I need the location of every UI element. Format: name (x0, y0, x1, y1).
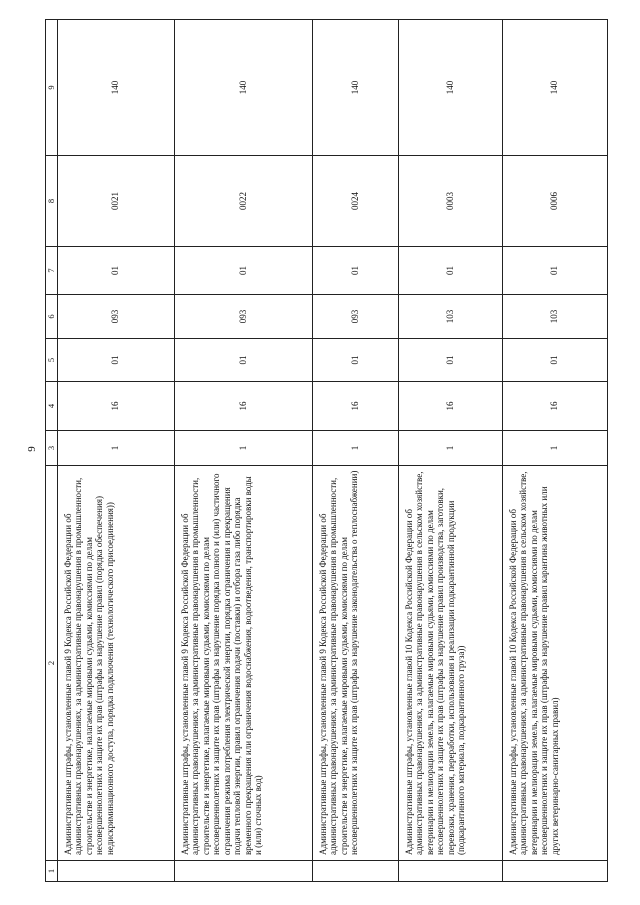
code-cell: 1 (502, 431, 607, 466)
code-cell: 16 (57, 382, 174, 431)
code-cell: 16 (398, 382, 502, 431)
column-header: 8 (46, 156, 58, 247)
code-cell: 140 (174, 20, 312, 156)
code-cell: 16 (502, 382, 607, 431)
code-cell: 140 (398, 20, 502, 156)
rotated-document-page (24, 20, 612, 882)
code-cell: 093 (312, 295, 398, 339)
description-cell: Административные штрафы, установленные главой 10 Кодекса Российской Федерации об административных правонарушениях, за административные правонарушения в сельском хозяйстве, ветеринарии и мелиорации земель, налагаемые мировыми судьями, комиссиями по делам несовершеннолетних и защите их прав (штрафы за нарушение правил карантина животных или других ветеринарно-санитарных правил) (502, 466, 607, 861)
code-cell: 01 (312, 339, 398, 382)
code-cell: 01 (174, 339, 312, 382)
code-cell: 01 (398, 339, 502, 382)
code-cell: 103 (502, 295, 607, 339)
code-cell: 0006 (502, 156, 607, 247)
code-cell: 16 (312, 382, 398, 431)
code-cell: 16 (174, 382, 312, 431)
page-number: 9 (26, 446, 38, 452)
empty-cell (57, 861, 174, 882)
column-header: 2 (46, 466, 58, 861)
code-cell: 0022 (174, 156, 312, 247)
code-cell: 1 (174, 431, 312, 466)
code-cell: 01 (312, 247, 398, 295)
code-cell: 01 (57, 247, 174, 295)
column-header: 7 (46, 247, 58, 295)
code-cell: 1 (398, 431, 502, 466)
column-header: 5 (46, 339, 58, 382)
code-cell: 01 (502, 339, 607, 382)
code-cell: 140 (57, 20, 174, 156)
table-row (57, 20, 174, 882)
column-header: 4 (46, 382, 58, 431)
code-cell: 0021 (57, 156, 174, 247)
code-cell: 140 (502, 20, 607, 156)
column-header: 1 (46, 861, 58, 882)
description-cell: Административные штрафы, установленные главой 10 Кодекса Российской Федерации об административных правонарушениях, за административные правонарушения в сельском хозяйстве, ветеринарии и мелиорации земель, налагаемые мировыми судьями, комиссиями по делам несовершеннолетних и защите их прав (штрафы за нарушение правил производства, заготовки, перевозки, хранения, переработки, использования и реализации подкарантинной продукции (подкарантинного материала, подкарантинного груза)) (398, 466, 502, 861)
empty-cell (174, 861, 312, 882)
budget-codes-table (45, 19, 608, 882)
code-cell: 103 (398, 295, 502, 339)
code-cell: 01 (57, 339, 174, 382)
code-cell: 093 (174, 295, 312, 339)
description-cell: Административные штрафы, установленные главой 9 Кодекса Российской Федерации об административных правонарушениях, за административные правонарушения в промышленности, строительстве и энергетике, налагаемые мировыми судьями, комиссиями по делам несовершеннолетних и защите их прав (штрафы за нарушение законодательства о теплоснабжении) (312, 466, 398, 861)
table-row (398, 20, 502, 882)
empty-cell (502, 861, 607, 882)
empty-cell (312, 861, 398, 882)
code-cell: 0003 (398, 156, 502, 247)
code-cell: 01 (398, 247, 502, 295)
code-cell: 1 (312, 431, 398, 466)
code-cell: 0024 (312, 156, 398, 247)
column-number-row (46, 20, 58, 882)
description-cell: Административные штрафы, установленные главой 9 Кодекса Российской Федерации об административных правонарушениях, за административные правонарушения в промышленности, строительстве и энергетике, налагаемые мировыми судьями, комиссиями по делам несовершеннолетних и защите их прав (штрафы за нарушение порядка полного и (или) частичного ограничения режима потребления электрической энергии, порядка ограничения и прекращения подачи тепловой энергии, правил ограничения подачи (поставки) и отбора газа либо порядка временного прекращения или ограничения водоснабжения, водоотведения, транспортировки воды и (или) сточных вод) (174, 466, 312, 861)
table-row (502, 20, 607, 882)
column-header: 9 (46, 20, 58, 156)
code-cell: 093 (57, 295, 174, 339)
table-row (174, 20, 312, 882)
description-cell: Административные штрафы, установленные главой 9 Кодекса Российской Федерации об административных правонарушениях, за административные правонарушения в промышленности, строительстве и энергетике, налагаемые мировыми судьями, комиссиями по делам несовершеннолетних и защите их прав (штрафы за нарушение правил (порядка обеспечения) недискриминационного доступа, порядка подключения (технологического присоединения)) (57, 466, 174, 861)
empty-cell (398, 861, 502, 882)
code-cell: 01 (502, 247, 607, 295)
table-row (312, 20, 398, 882)
code-cell: 140 (312, 20, 398, 156)
code-cell: 1 (57, 431, 174, 466)
code-cell: 01 (174, 247, 312, 295)
column-header: 3 (46, 431, 58, 466)
column-header: 6 (46, 295, 58, 339)
